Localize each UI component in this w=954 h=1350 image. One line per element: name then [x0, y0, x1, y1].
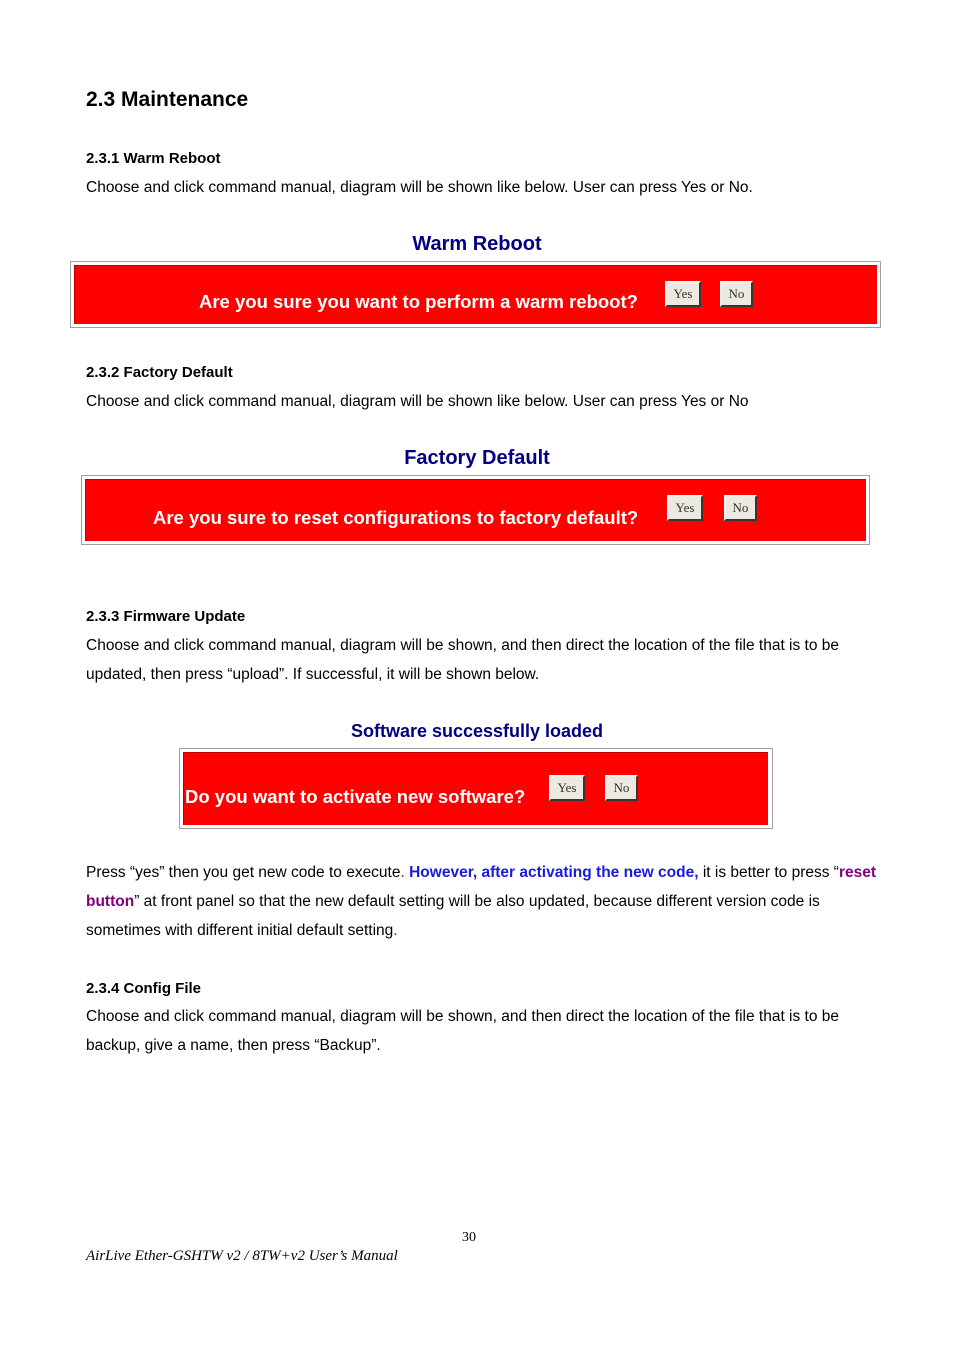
firmware-note-warning: However, after activating the new code, — [409, 864, 699, 881]
firmware-note-part3: ” at front panel so that the new default setting will be also updated, because different version code is sometimes with different initial default setting — [86, 893, 820, 939]
firmware-dialog — [179, 748, 773, 829]
warm-reboot-yes-button[interactable]: Yes — [665, 281, 701, 307]
warm-reboot-no-button[interactable]: No — [720, 281, 753, 307]
firmware-note-part1: Press “yes” then you get new code to execute — [86, 864, 401, 881]
warm-reboot-heading: 2.3.1 Warm Reboot — [86, 150, 221, 167]
factory-default-dialog-panel — [85, 479, 866, 541]
page-number: 30 — [462, 1230, 476, 1245]
warm-reboot-text: Choose and click command manual, diagram will be shown like below. User can press Yes or No. — [86, 179, 753, 196]
firmware-note — [86, 858, 876, 945]
factory-default-dialog — [81, 475, 870, 545]
warm-reboot-dialog-title: Warm Reboot — [412, 233, 542, 255]
factory-default-yes-button[interactable]: Yes — [667, 495, 703, 521]
warm-reboot-dialog-panel — [74, 265, 877, 324]
config-file-text: Choose and click command manual, diagram will be shown, and then direct the location of the file that is to be backup, give a name, then press “Backup”. — [86, 1008, 840, 1054]
factory-default-dialog-title: Factory Default — [404, 447, 550, 469]
firmware-update-heading: 2.3.3 Firmware Update — [86, 608, 246, 625]
factory-default-question: Are you sure to reset configurations to factory default? — [153, 507, 639, 528]
section-title: 2.3 Maintenance — [86, 88, 249, 111]
firmware-dialog-title: Software successfully loaded — [350, 721, 604, 741]
firmware-note-end: . — [393, 922, 398, 939]
firmware-note-period: . — [400, 864, 405, 881]
firmware-dialog-panel — [183, 752, 768, 825]
factory-default-no-button[interactable]: No — [724, 495, 757, 521]
firmware-yes-button[interactable]: Yes — [549, 775, 585, 801]
warm-reboot-question: Are you sure you want to perform a warm reboot? — [199, 291, 638, 312]
config-file-heading: 2.3.4 Config File — [86, 980, 202, 997]
reset-button-mention: reset button — [86, 864, 877, 910]
firmware-no-button[interactable]: No — [605, 775, 638, 801]
factory-default-text: Choose and click command manual, diagram will be shown like below. User can press Yes or No — [86, 393, 749, 410]
footer: AirLive Ether-GSHTW v2 / 8TW+v2 User’s Manual — [86, 1248, 398, 1264]
firmware-question: Do you want to activate new software? — [185, 786, 526, 807]
firmware-note-part2: it is better to press “ — [698, 864, 839, 881]
warm-reboot-dialog — [70, 261, 881, 328]
factory-default-heading: 2.3.2 Factory Default — [86, 364, 233, 381]
firmware-update-text: Choose and click command manual, diagram will be shown, and then direct the location of the file that is to be updated, then press “upload”. If successful, it will be shown below. — [86, 637, 840, 683]
